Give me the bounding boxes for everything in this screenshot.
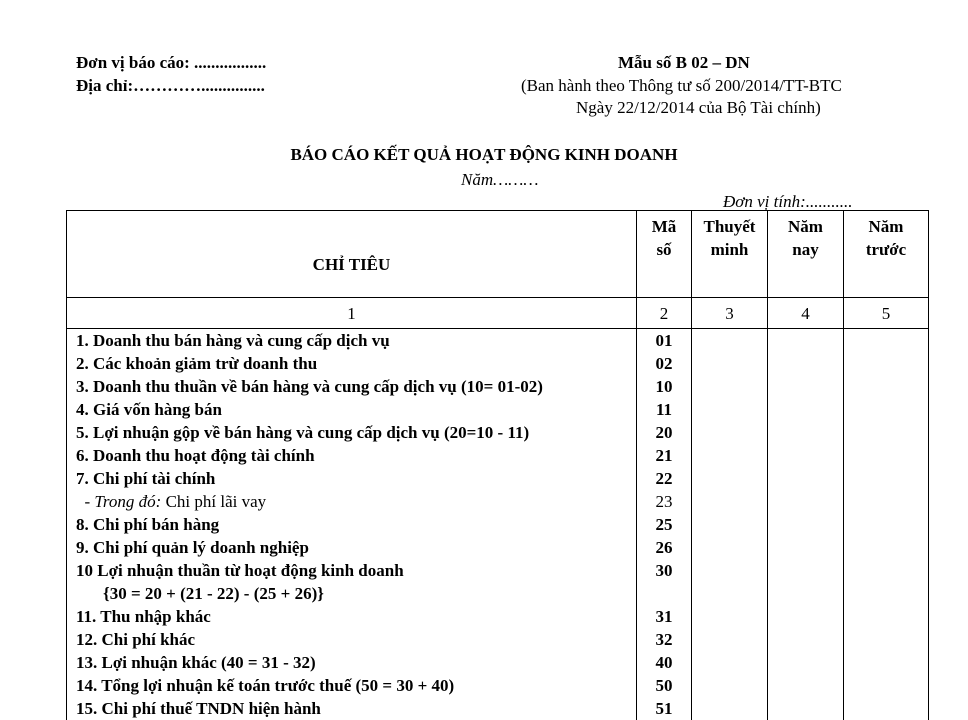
row-note [692, 352, 768, 375]
table-row [67, 398, 929, 421]
row-code: 50 [637, 674, 692, 697]
row-previous-year [844, 697, 929, 720]
row-current-year [768, 490, 844, 513]
row-code: 23 [637, 490, 692, 513]
row-current-year [768, 651, 844, 674]
column-header [637, 211, 692, 298]
table-body [67, 329, 929, 720]
column-header [844, 211, 929, 298]
table-row [67, 421, 929, 444]
row-current-year [768, 398, 844, 421]
row-current-year [768, 467, 844, 490]
row-code [637, 582, 692, 605]
row-current-year [768, 329, 844, 353]
table-row [67, 490, 929, 513]
currency-unit: Đơn vị tính:........... [723, 192, 852, 212]
row-code: 02 [637, 352, 692, 375]
table-row [67, 559, 929, 582]
row-previous-year [844, 559, 929, 582]
column-number: 4 [768, 298, 844, 329]
row-label: {30 = 20 + (21 - 22) - (25 + 26)} [67, 582, 637, 605]
row-note [692, 444, 768, 467]
column-number: 3 [692, 298, 768, 329]
row-current-year [768, 352, 844, 375]
row-label-prefix: - Trong đó: [85, 492, 162, 511]
row-previous-year [844, 444, 929, 467]
row-label: 11. Thu nhập khác [67, 605, 637, 628]
row-label: 12. Chi phí khác [67, 628, 637, 651]
row-code: 10 [637, 375, 692, 398]
row-code: 25 [637, 513, 692, 536]
form-number: Mẫu số B 02 – DN [618, 53, 750, 73]
table-row [67, 605, 929, 628]
report-title: BÁO CÁO KẾT QUẢ HOẠT ĐỘNG KINH DOANH [0, 145, 968, 165]
reporting-unit-label: Đơn vị báo cáo: ................. [76, 53, 266, 73]
table-row [67, 697, 929, 720]
column-number: 5 [844, 298, 929, 329]
column-header-text: Thuyết minh [700, 215, 760, 261]
row-label: 14. Tổng lợi nhuận kế toán trước thuế (50 = 30 + 40) [67, 674, 637, 697]
table-row [67, 582, 929, 605]
row-code: 01 [637, 329, 692, 353]
row-code: 20 [637, 421, 692, 444]
column-header-text: Năm nay [786, 215, 826, 261]
table-row [67, 651, 929, 674]
report-year: Năm……… [461, 170, 538, 190]
row-current-year [768, 674, 844, 697]
row-code: 30 [637, 559, 692, 582]
row-note [692, 674, 768, 697]
table-row [67, 513, 929, 536]
row-label: 2. Các khoản giảm trừ doanh thu [67, 352, 637, 375]
issued-by: (Ban hành theo Thông tư số 200/2014/TT-BTC [521, 76, 842, 96]
row-current-year [768, 444, 844, 467]
row-label: 8. Chi phí bán hàng [67, 513, 637, 536]
row-code: 51 [637, 697, 692, 720]
row-code: 22 [637, 467, 692, 490]
row-code: 11 [637, 398, 692, 421]
table-row [67, 329, 929, 353]
row-previous-year [844, 421, 929, 444]
row-code: 40 [637, 651, 692, 674]
row-label: 15. Chi phí thuế TNDN hiện hành [67, 697, 637, 720]
row-current-year [768, 536, 844, 559]
row-note [692, 375, 768, 398]
row-current-year [768, 559, 844, 582]
table-row [67, 628, 929, 651]
row-note [692, 329, 768, 353]
row-code: 31 [637, 605, 692, 628]
row-previous-year [844, 467, 929, 490]
row-label: 3. Doanh thu thuần về bán hàng và cung cấp dịch vụ (10= 01-02) [67, 375, 637, 398]
row-previous-year [844, 490, 929, 513]
table-row [67, 444, 929, 467]
row-label-text: Chi phí lãi vay [166, 492, 267, 511]
row-note [692, 421, 768, 444]
row-previous-year [844, 651, 929, 674]
row-current-year [768, 697, 844, 720]
row-note [692, 651, 768, 674]
row-label: 1. Doanh thu bán hàng và cung cấp dịch vụ [67, 329, 637, 353]
row-code: 21 [637, 444, 692, 467]
row-note [692, 513, 768, 536]
row-note [692, 697, 768, 720]
column-number: 2 [637, 298, 692, 329]
row-previous-year [844, 329, 929, 353]
row-code: 32 [637, 628, 692, 651]
column-number-row [67, 298, 929, 329]
row-current-year [768, 513, 844, 536]
column-header-text: Mã số [648, 215, 680, 261]
row-note [692, 582, 768, 605]
row-label: 5. Lợi nhuận gộp về bán hàng và cung cấp dịch vụ (20=10 - 11) [67, 421, 637, 444]
income-statement-table [66, 210, 929, 720]
row-code: 26 [637, 536, 692, 559]
row-label: 6. Doanh thu hoạt động tài chính [67, 444, 637, 467]
table-row [67, 467, 929, 490]
row-label: 7. Chi phí tài chính [67, 467, 637, 490]
row-previous-year [844, 513, 929, 536]
row-previous-year [844, 582, 929, 605]
address-label: Địa chỉ:…………............... [76, 76, 265, 96]
table-header-row [67, 211, 929, 298]
row-current-year [768, 582, 844, 605]
row-note [692, 467, 768, 490]
row-label: 4. Giá vốn hàng bán [67, 398, 637, 421]
column-header [692, 211, 768, 298]
row-note [692, 605, 768, 628]
row-current-year [768, 421, 844, 444]
column-header: CHỈ TIÊU [67, 211, 637, 298]
column-header [768, 211, 844, 298]
table-row [67, 352, 929, 375]
row-previous-year [844, 628, 929, 651]
row-previous-year [844, 674, 929, 697]
row-note [692, 628, 768, 651]
row-current-year [768, 628, 844, 651]
issued-date: Ngày 22/12/2014 của Bộ Tài chính) [576, 98, 821, 118]
row-current-year [768, 605, 844, 628]
row-previous-year [844, 352, 929, 375]
row-label: 13. Lợi nhuận khác (40 = 31 - 32) [67, 651, 637, 674]
column-header-text: Năm trước [861, 215, 911, 261]
row-previous-year [844, 398, 929, 421]
row-note [692, 398, 768, 421]
row-note [692, 536, 768, 559]
row-previous-year [844, 605, 929, 628]
row-label: 9. Chi phí quản lý doanh nghiệp [67, 536, 637, 559]
table-row [67, 375, 929, 398]
column-number: 1 [67, 298, 637, 329]
table-row [67, 674, 929, 697]
row-label: 10 Lợi nhuận thuần từ hoạt động kinh doanh [67, 559, 637, 582]
row-current-year [768, 375, 844, 398]
row-previous-year [844, 375, 929, 398]
row-label [67, 490, 637, 513]
row-previous-year [844, 536, 929, 559]
table-row [67, 536, 929, 559]
row-note [692, 490, 768, 513]
row-note [692, 559, 768, 582]
